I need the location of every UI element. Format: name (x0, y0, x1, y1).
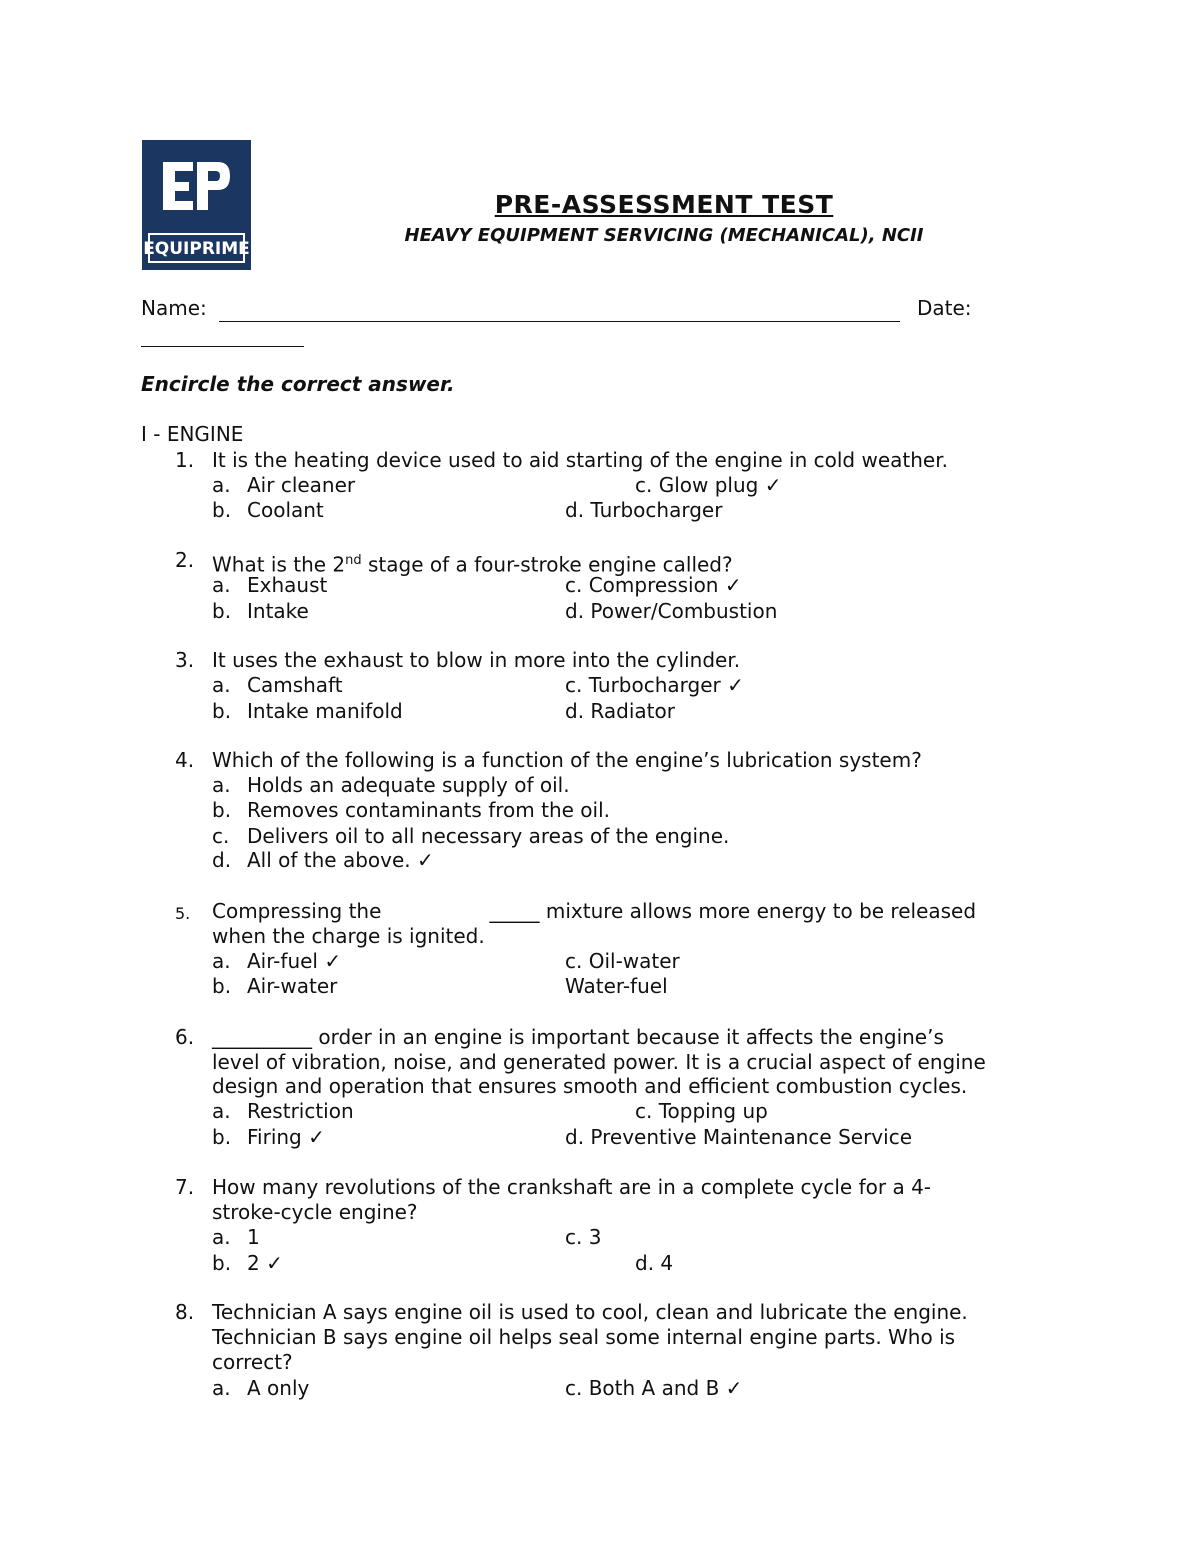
question-text-line-3: design and operation that ensures smooth and efficient combustion cycles. (212, 1074, 968, 1098)
question-number: 7. (175, 1175, 195, 1199)
date-label: Date: (917, 296, 972, 320)
question-number: 1. (175, 448, 195, 472)
question-text-line-3: correct? (212, 1350, 293, 1374)
question-text: It uses the exhaust to blow in more into the cylinder. (212, 648, 741, 672)
question-text-line-1: Technician A says engine oil is used to cool, clean and lubricate the engine. (212, 1300, 968, 1324)
equiprime-logo-graphic (142, 140, 251, 270)
question-text: Which of the following is a function of the engine’s lubrication system? (212, 748, 922, 772)
question-text-line-2: Technician B says engine oil helps seal some internal engine parts. Who is (212, 1325, 956, 1349)
question-text-line-1: __________ order in an engine is important because it affects the engine’s (212, 1025, 944, 1049)
section-heading: I - ENGINE (141, 422, 244, 446)
question-text-line-2: stroke-cycle engine? (212, 1200, 418, 1224)
question-text-line-2: level of vibration, noise, and generated power. It is a crucial aspect of engine (212, 1050, 986, 1074)
question-number: 2. (175, 548, 195, 572)
question-text-line-1: Compressing the _____ mixture allows more energy to be released (212, 899, 977, 923)
instruction: Encircle the correct answer. (141, 372, 455, 396)
question-number: 4. (175, 748, 195, 772)
logo-wordmark: EQUIPRIME (143, 239, 250, 259)
question-text: What is the 2nd stage of a four-stroke engine called? (212, 552, 733, 577)
question-text: It is the heating device used to aid starting of the engine in cold weather. (212, 448, 948, 472)
page-subtitle: HEAVY EQUIPMENT SERVICING (MECHANICAL), NCII (404, 225, 924, 246)
question-text-line-2: when the charge is ignited. (212, 924, 485, 948)
question-number: 6. (175, 1025, 195, 1049)
question-text-line-1: How many revolutions of the crankshaft are in a complete cycle for a 4- (212, 1175, 932, 1199)
name-label: Name: (141, 296, 207, 320)
date-field[interactable] (141, 346, 304, 347)
equiprime-logo (142, 140, 251, 270)
question-number: 8. (175, 1300, 195, 1324)
question-number: 5. (175, 904, 191, 923)
name-field[interactable] (219, 321, 900, 322)
question-number: 3. (175, 648, 195, 672)
page-title: PRE-ASSESSMENT TEST (494, 190, 834, 219)
title-block (380, 190, 948, 246)
